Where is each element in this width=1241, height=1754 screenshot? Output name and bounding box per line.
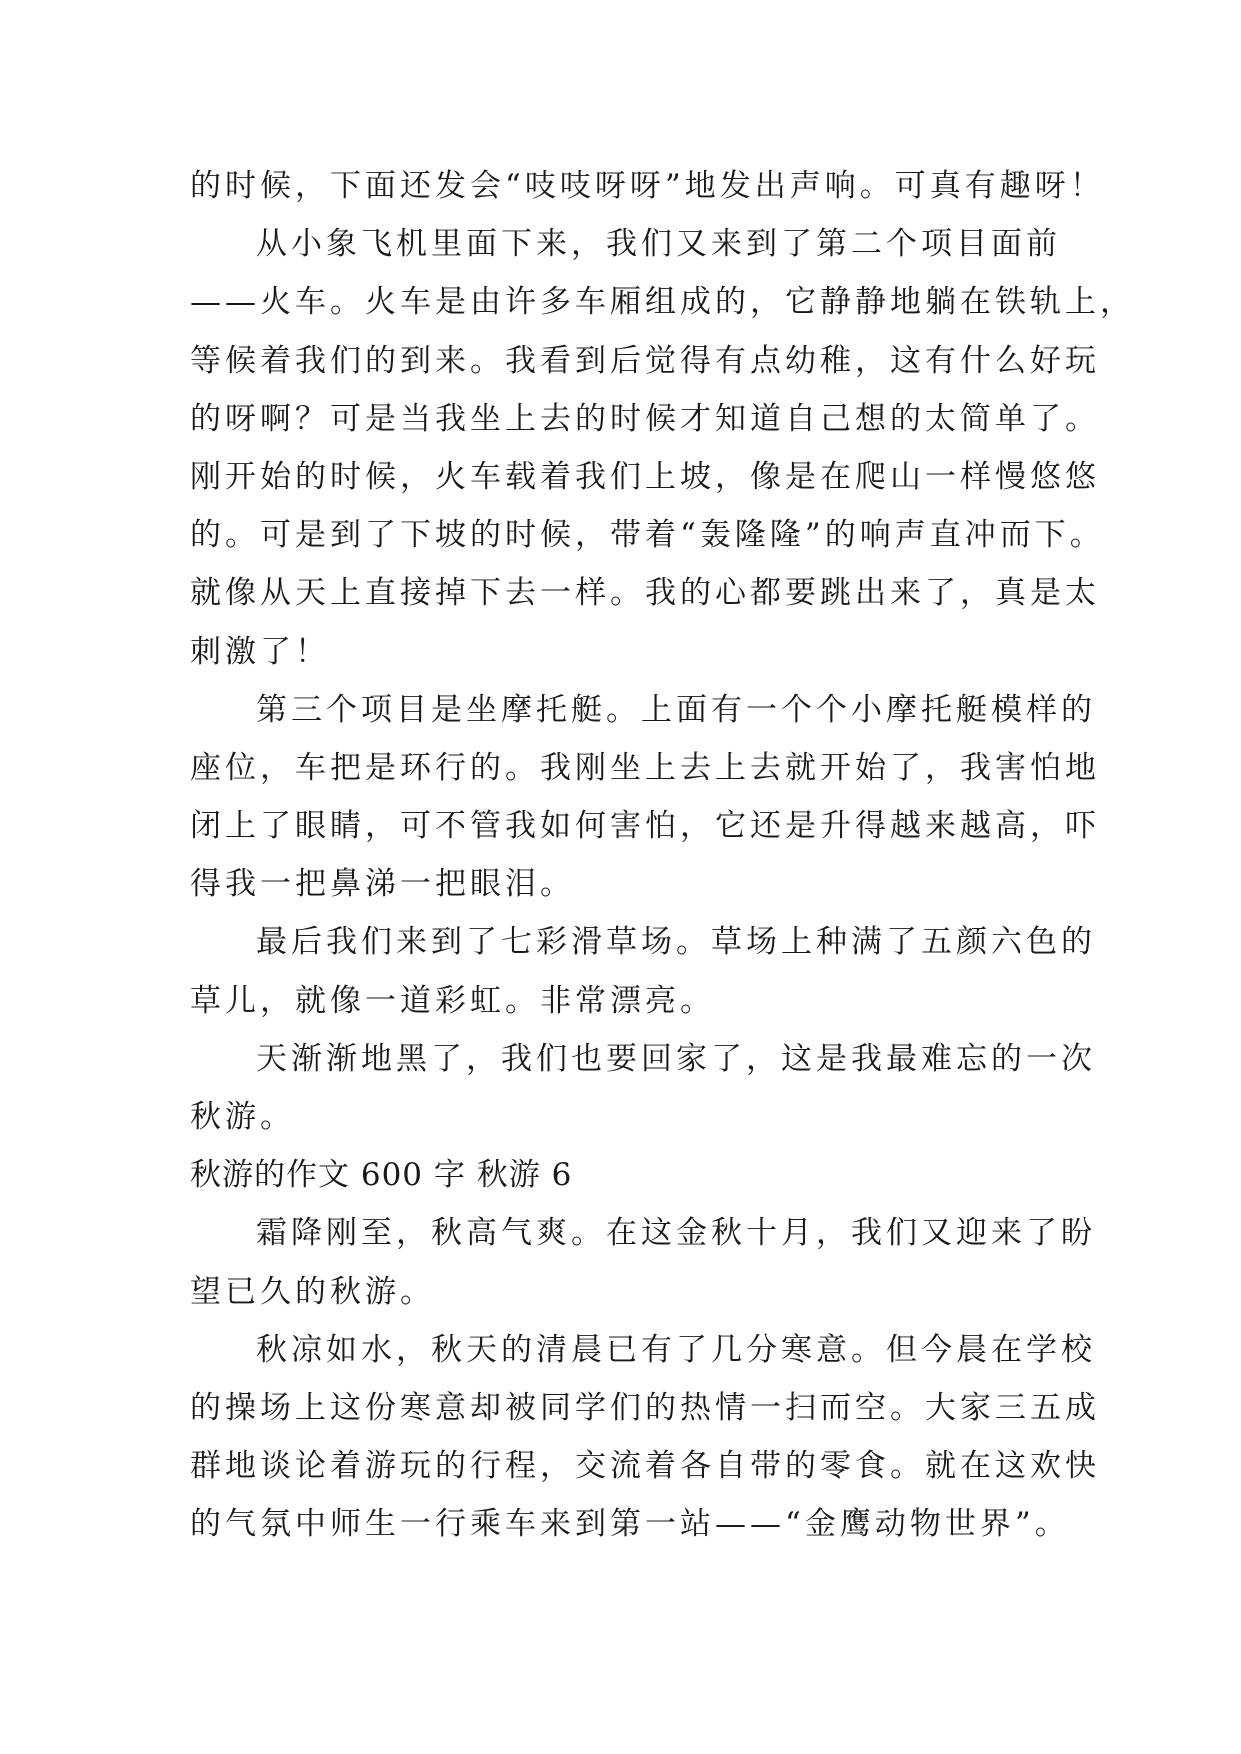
text-line: 的操场上这份寒意却被同学们的热情一扫而空。大家三五成	[190, 1389, 1100, 1426]
paragraph-start: 从小象飞机里面下来，我们又来到了第二个项目面前	[256, 226, 1061, 263]
paragraph-start: 最后我们来到了七彩滑草场。草场上种满了五颜六色的	[256, 924, 1096, 961]
text-line: ——火车。火车是由许多车厢组成的，它静静地躺在铁轨上，	[190, 284, 1135, 321]
paragraph-start: 第三个项目是坐摩托艇。上面有一个个小摩托艇模样的	[256, 691, 1096, 728]
text-line: 等候着我们的到来。我看到后觉得有点幼稚，这有什么好玩	[190, 342, 1100, 379]
text-line: 座位，车把是环行的。我刚坐上去上去就开始了，我害怕地	[190, 749, 1100, 786]
paragraph-start: 秋凉如水，秋天的清晨已有了几分寒意。但今晨在学校	[256, 1331, 1096, 1368]
paragraph-start: 霜降刚至，秋高气爽。在这金秋十月，我们又迎来了盼	[256, 1215, 1096, 1252]
text-line: 群地谈论着游玩的行程，交流着各自带的零食。就在这欢快	[190, 1448, 1100, 1485]
text-line: 的气氛中师生一行乘车来到第一站——“金鹰动物世界”。	[190, 1506, 1070, 1543]
text-line: 刺激了！	[190, 633, 330, 670]
text-line: 的。可是到了下坡的时候，带着“轰隆隆”的响声直冲而下。	[190, 517, 1105, 554]
text-line: 闭上了眼睛，可不管我如何害怕，它还是升得越来越高，吓	[190, 808, 1100, 845]
text-line: 的呀啊？可是当我坐上去的时候才知道自己想的太简单了。	[190, 400, 1100, 437]
text-line: 草儿，就像一道彩虹。非常漂亮。	[190, 982, 715, 1019]
text-line: 就像从天上直接掉下去一样。我的心都要跳出来了，真是太	[190, 575, 1100, 612]
section-heading: 秋游的作文 600 字 秋游 6	[190, 1157, 573, 1194]
text-line: 秋游。	[190, 1099, 295, 1135]
text-line: 望已久的秋游。	[190, 1273, 435, 1310]
document-body	[190, 157, 1135, 1554]
text-line: 的时候，下面还发会“吱吱呀呀”地发出声响。可真有趣呀！	[190, 168, 1105, 204]
text-line: 得我一把鼻涕一把眼泪。	[190, 866, 575, 903]
paragraph-start: 天渐渐地黑了，我们也要回家了，这是我最难忘的一次	[256, 1040, 1096, 1077]
text-line: 刚开始的时候，火车载着我们上坡，像是在爬山一样慢悠悠	[190, 458, 1100, 495]
